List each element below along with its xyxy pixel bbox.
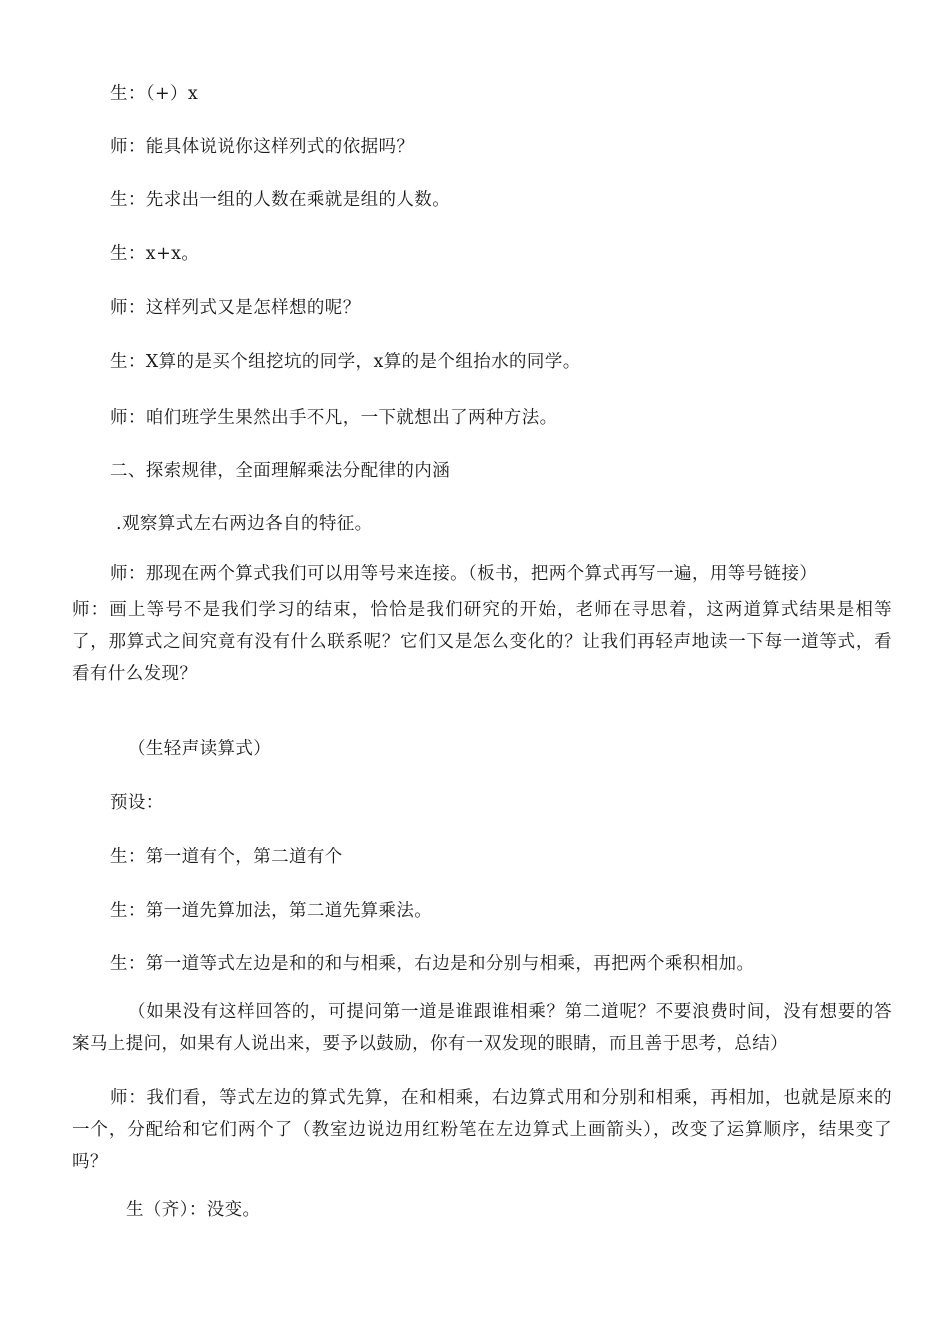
section-heading: 二、探索规律，全面理解乘法分配律的内涵 [110, 461, 451, 481]
dialogue-line: 生：X算的是买个组挖坑的同学，x算的是个组抬水的同学。 [110, 352, 581, 372]
dialogue-line: 生（齐）：没变。 [126, 1200, 261, 1220]
subsection-heading: .观察算式左右两边各自的特征。 [116, 514, 373, 534]
dialogue-line: 生：（+）x [110, 84, 199, 104]
dialogue-line: 师：能具体说说你这样列式的依据吗？ [110, 137, 415, 157]
dialogue-line: 生：x+x。 [110, 244, 200, 264]
dialogue-line: 师：这样列式又是怎样想的呢？ [110, 298, 361, 318]
note-paragraph: （如果没有这样回答的，可提问第一道是谁跟谁相乘？第二道呢？不要浪费时间，没有想要的答案马上提问，如果有人说出来，要予以鼓励，你有一双发现的眼睛，而且善于思考，总结） [72, 1002, 892, 1054]
dialogue-line: 生：第一道有个，第二道有个 [110, 847, 343, 867]
stage-direction: （生轻声读算式） [128, 739, 272, 759]
preset-label: 预设： [110, 793, 164, 813]
dialogue-line: 生：第一道等式左边是和的和与相乘，右边是和分别与相乘，再把两个乘积相加。 [110, 954, 755, 974]
dialogue-line: 师：那现在两个算式我们可以用等号来连接。（板书，把两个算式再写一遍，用等号链接） [110, 564, 818, 584]
dialogue-line: 生：第一道先算加法，第二道先算乘法。 [110, 901, 433, 921]
dialogue-paragraph: 师：我们看，等式左边的算式先算，在和相乘，右边算式用和分别和相乘，再相加，也就是原来的一个，分配给和它们两个了（教室边说边用红粉笔在左边算式上画箭头），改变了运算顺序，结果变了吗？ [72, 1088, 892, 1172]
dialogue-line: 师：咱们班学生果然出手不凡，一下就想出了两种方法。 [110, 408, 558, 428]
dialogue-line: 生：先求出一组的人数在乘就是组的人数。 [110, 190, 451, 210]
dialogue-paragraph: 师：画上等号不是我们学习的结束，恰恰是我们研究的开始，老师在寻思着，这两道算式结果是相等了，那算式之间究竟有没有什么联系呢？它们又是怎么变化的？让我们再轻声地读一下每一道等式，看看有什么发现？ [72, 600, 892, 684]
